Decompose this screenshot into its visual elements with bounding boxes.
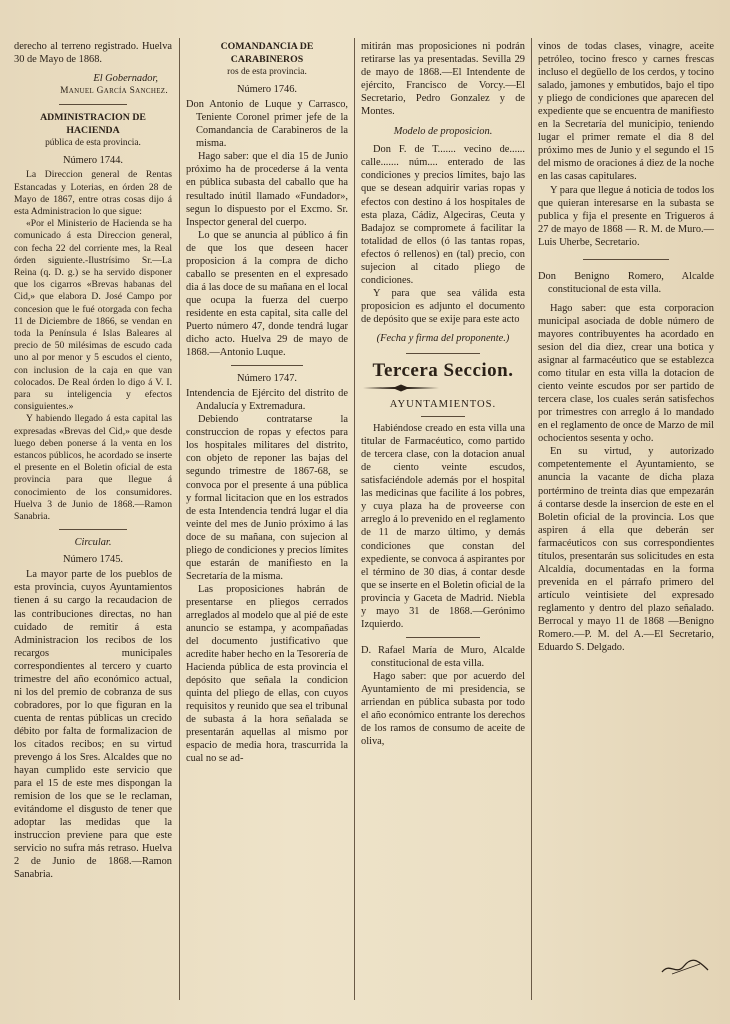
notice-number: Número 1744. — [62, 155, 124, 167]
section-subheading: ros de esta provincia. — [227, 67, 307, 78]
paragraph: «Por el Ministerio de Hacienda se ha comunicado á esta Direccion general, con fecha 22 del corriente mes, la Real órden siguiente.-Ilustrísimo Sr.—La Reina (q. D. g.) se ha servido disponer que los cigarros «Brevas habanas del Cid,» que elabora D. José Campo por concesion que le fué otorgada con fecha 11 de Diciembre de 1866, se vendan en toda la Península é Islas Baleares al precio de 50 milésimas de escudo cada uno al por menor y 5 escudos el ciento, con inclusion de la caja en que van colocados. De Real órden lo digo á V. I. para su inteligencia y efectos consiguientes.» — [14, 218, 172, 413]
section-subheading: pública de esta provincia. — [45, 138, 141, 149]
paragraph: Don Antonio de Luque y Carrasco, Teniente Coronel primer jefe de la Comandancia de Carabineros de la misma. — [186, 99, 348, 150]
notice-number: Número 1745. — [62, 554, 124, 566]
section-heading: COMANDANCIA DE CARABINEROS — [220, 41, 314, 66]
column-rule — [179, 38, 180, 1000]
paragraph: Habiéndose creado en esta villa una titular de Farmacéutico, como partido de tercera clase, con la dotacion anual de ciento veinte escudos, satisfaciéndole además por el hospital las medicinas que facilite á los pobres, y cuya plaza ha de proveerse con arreglo á lo prevenido en el reglamento de 11 de marzo último, y demás condiciones que constan del expediente, se convoca á aspirantes por el término de 30 dias, á contar desde que se inserte en el Boletin oficial de la provincia y Gaceta de Madrid. Niebla y mayo 31 de 1868.—Gerónimo Izquierdo. — [361, 423, 525, 630]
section-divider — [406, 637, 480, 638]
paragraph: La Direccion general de Rentas Estancadas y Loterias, en órden 28 de Mayo de 1867, entre otras cosas dijo á esta Administracion lo que sigue: — [14, 169, 172, 217]
section-divider — [406, 353, 480, 354]
signature-note: (Fecha y firma del proponente.) — [376, 332, 510, 344]
column-1 — [14, 40, 172, 994]
paragraph: La mayor parte de los pueblos de esta provincia, cuyos Ayuntamientos tienen á su cargo la recaudacion de las contribuciones directas, no han cuidado de remitir á esta Administracion los recibos de los recargos municipales correspondientes al tercero y cuarto trimestre del año económico actual, ni los del premio de cobranza de sus cobradores, por lo que figuran en la cuenta de rentas públicas un crecido débito por falta de formalizacion de los citados recibos; en su virtud prevengo á los Sres. Alcaldes que no hayan cumplido este servicio que para el 15 de este mes dispongan la remision de los que se le reclaman, evitándome el disgusto de tener que adoptar las medidas que la instruccion previene para que este servicio no sufra más retraso. Huelva 2 de Junio de 1868.—Ramon Sanabria. — [14, 569, 172, 881]
paragraph: Intendencia de Ejército del distrito de Andalucía y Extremadura. — [186, 388, 348, 413]
signature-flourish-icon — [660, 956, 710, 978]
paragraph: En su virtud, y autorizado competentemente el Ayuntamiento, se anuncia la vacante de dicha plaza portérmino de treinta dias que empezarán á contarse desde la insercion de este en el Boletin oficial de la provincia. Los que aspiren á ella que deberán ser farmacéuticos con sus correspondientes títulos, presentarán sus solicitudes en esta Alcaldía, documentadas en la forma prevenida en el párrafo primero del artículo veintisiete del expresado reglamento y dentro del plazo señalado. Berrocal y mayo 11 de 1868 —Benigno Romero.—P. M. del A.—El Secretario, Eduardo S. Delgado. — [538, 446, 714, 654]
notice-number: Número 1746. — [236, 84, 298, 96]
signature-title: El Gobernador, — [93, 73, 158, 85]
section-divider — [231, 365, 303, 366]
section-heading: ADMINISTRACION DE HACIENDA — [40, 112, 146, 137]
paragraph: Y habiendo llegado á esta capital las expresadas «Brevas del Cid,» que desde luego deben ponerse á la venta en los estancos públicos, he acordado se inserte el presente en el Boletin oficial de esta provincia para que llegue á conocimiento de los consumidores. Huelva 3 de Junio de 1868.—Ramon Sanabria. — [14, 413, 172, 523]
paragraph: Y para que llegue á noticia de todos los que quieran interesarse en la subasta se publica y fija el presente en Trigueros á 27 de mayo de 1868 — R. M. de Muro.—Luis Uherbe, Secretario. — [538, 184, 714, 248]
column-4 — [538, 40, 714, 994]
ornament-divider-icon — [361, 384, 441, 392]
section-heading: Modelo de proposicion. — [393, 126, 493, 138]
section-divider — [59, 104, 127, 105]
section-heading: Circular. — [74, 537, 112, 549]
paragraph: Don F. de T....... vecino de...... calle....... núm.... enterado de las condiciones y precios límites, bajo las que se desean adquirir varias ropas y efectos con destino á los hospitales de esta plaza, Cádiz, Algeciras, Ceuta y Badajoz se compromete á facilitar la totalidad de ellos (ó las tantas ropas, efectos ó rellenos) en (tal) precio, con sujecion al citado pliego de condiciones. — [361, 144, 525, 286]
column-rule — [531, 38, 532, 1000]
section-title: Tercera Seccion. — [372, 360, 514, 382]
paragraph: D. Rafael María de Muro, Alcalde constitucional de esta villa. — [361, 644, 525, 669]
section-divider — [421, 416, 465, 417]
section-heading: AYUNTAMIENTOS. — [389, 399, 497, 411]
column-3 — [361, 40, 525, 994]
paragraph: Debiendo contratarse la construccion de ropas y efectos para los hospitales militares del distrito, con objeto de reponer las bajas del segundo trimestre de 1867-68, se convoca por el presente á una pública y formal licitacion que en los estrados de esta Intendencia tendrá lugar el dia veinte del mes de Junio próximo á las doce de su mañana, con sujecion al pliego de condiciones y precios límites que estarán de manifiesto en la Secretaría de la misma. — [186, 414, 348, 582]
column-2 — [186, 40, 348, 994]
paragraph: Don Benigno Romero, Alcalde constitucional de esta villa. — [538, 270, 714, 295]
paragraph: Hago saber: que por acuerdo del Ayuntamiento de mi presidencia, se arriendan en pública subasta por todo el año económico entrante los derechos de los ramos de consumo de aceite de oliva, — [361, 670, 525, 748]
paragraph: Las proposiciones habrán de presentarse en pliegos cerrados arreglados al modelo que al pié de este anuncio se estampa, y acompañadas del documento justificativo que acredite haber hecho en la Tesorería de Hacienda pública de esta provincia el depósito que señala la condicion quinta del pliego de ellas, con cuyos requisitos y reunido que sea el tribunal de subasta á la hora señalada se presentarán aquellas al mismo por espacio de media hora, trascurrida la cual no se ad- — [186, 583, 348, 765]
section-divider — [583, 259, 669, 260]
paragraph: derecho al terreno registrado. Huelva 30 de Mayo de 1868. — [14, 41, 172, 66]
paragraph: mitirán mas proposiciones ni podrán retirarse las ya presentadas. Sevilla 29 de mayo de 1868.—El Intendente de ejército, Francisco de Vorcy.—El Secretario, Pedro Gonzalez y de Montes. — [361, 41, 525, 118]
section-divider — [59, 529, 127, 530]
paragraph: Hago saber: que esta corporacion municipal asociada de doble número de mayores contribuyentes ha acordado en sesion del dia diez, crear una botica y asignar al farmacéutico que se establezca como titular en esta villa la dotacion de ciento veinte escudos por ser partido de tercera clase, los cuales serán satisfechos por trimestres con arreglo á lo mandado en el reglamento de once de Marzo de mil ochocientos sesenta y ocho. — [538, 302, 714, 445]
paragraph: Lo que se anuncia al público á fin de que los que deseen hacer proposicion á la compra de dicho caballo se presenten en el expresado dia á las doce de su mañana en el local que ocupa la fuerza del cuerpo residente en esta capital, sita calle del Puerto número 47, donde tendrá lugar dicho acto. Huelva 29 de mayo de 1868.—Antonio Luque. — [186, 229, 348, 359]
paragraph: vinos de todas clases, vinagre, aceite petróleo, tocino fresco y carnes frescas incluso el degüello de los cerdos, y tocino salado, jamones y embutidos, bajo el tipo y pliego de condiciones que aparecen del expediente que se encuentra de manifiesto en la Secretaría del municipio, teniendo lugar el primer remate el dia 8 del próximo mes de Junio y el segundo el 15 del mismo de oraciones á diez de la noche en las casas capitulares. — [538, 41, 714, 183]
column-rule — [354, 38, 355, 1000]
signature-name: Manuel García Sanchez. — [60, 86, 168, 97]
paragraph: Y para que sea válida esta proposicion es adjunto el documento de depósito que se exije para este acto — [361, 287, 525, 325]
notice-number: Número 1747. — [236, 373, 298, 385]
paragraph: Hago saber: que el dia 15 de Junio próximo ha de procederse á la venta en pública subasta del caballo que ha resultado inútil llamado «Fundador», segun lo dispuesto por el Excmo. Sr. Inspector general del cuerpo. — [186, 151, 348, 228]
